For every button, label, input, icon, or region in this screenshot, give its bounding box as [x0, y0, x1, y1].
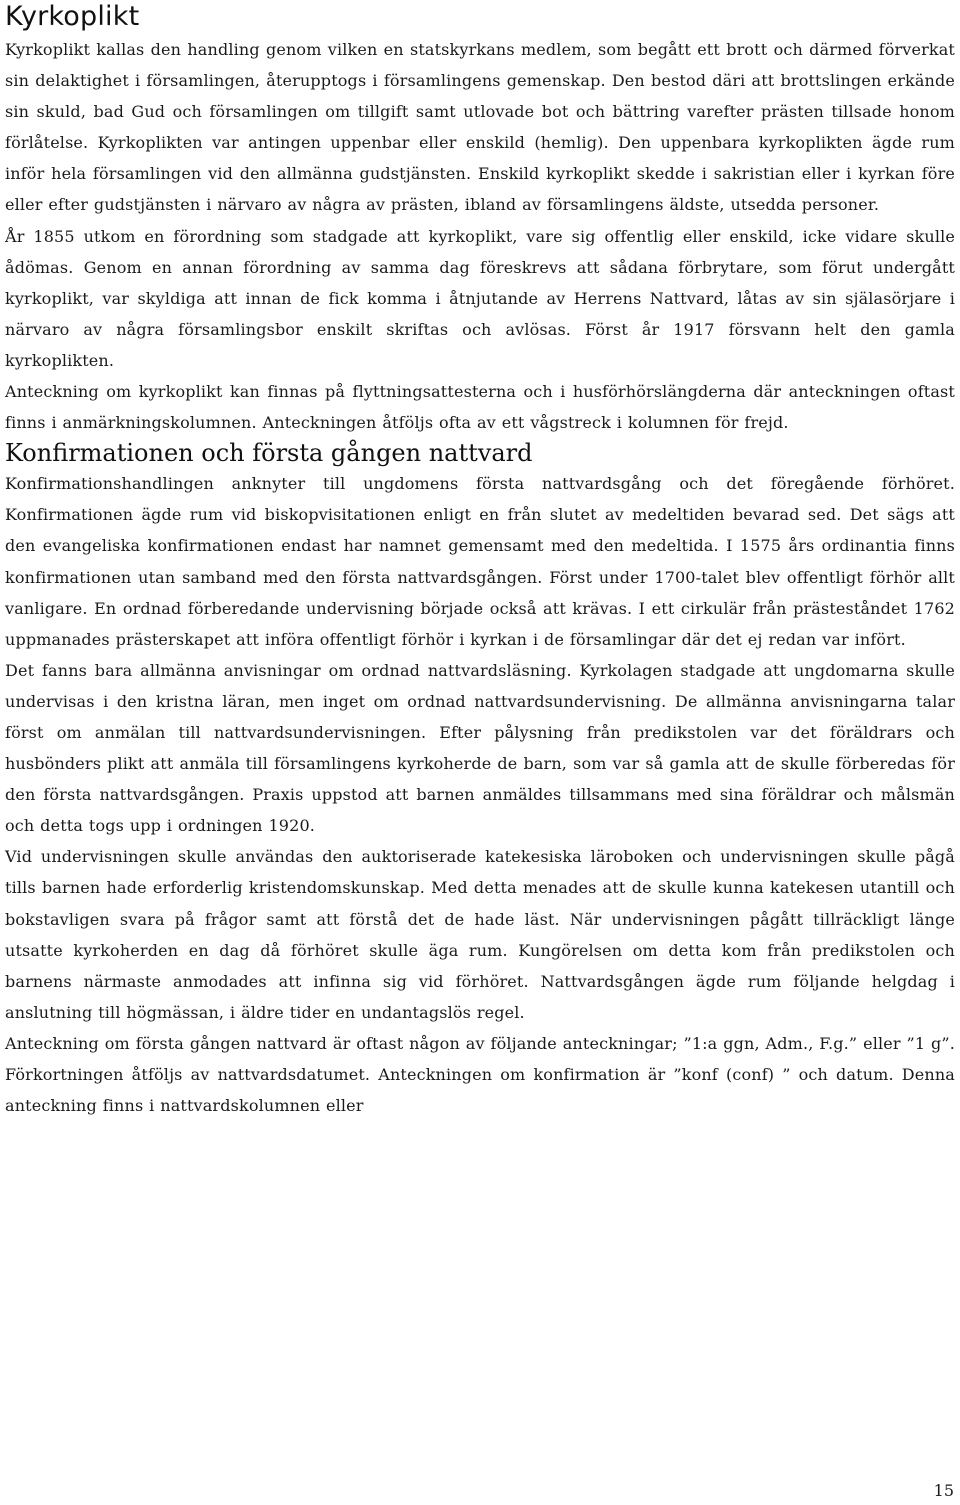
paragraph: Vid undervisningen skulle användas den auktoriserade katekesiska läroboken och undervisningen skulle pågå tills barnen hade erforderlig kristendomskunskap. Med detta menades att de skulle kunna katekesen utantill och bokstavligen svara på frågor samt att förstå det de hade läst. När undervisningen pågått tillräckligt länge utsatte kyrkoherden en dag då förhöret skulle äga rum. Kungörelsen om detta kom från predikstolen och barnens närmaste anmodades att infinna sig vid förhöret. Nattvardsgången ägde rum följande helgdag i anslutning till högmässan, i äldre tider en undantagslös regel. [5, 847, 955, 1022]
paragraph: Anteckning om första gången nattvard är oftast någon av följande anteckningar; ”1:a ggn, Adm., F.g.” eller ”1 g”. Förkortningen åtföljs av nattvardsdatumet. Anteckningen om konfirmation är ”konf (conf) ” och datum. Denna anteckning finns i nattvardskolumnen eller [5, 1033, 955, 1116]
paragraph: Anteckning om kyrkoplikt kan finnas på flyttningsattesterna och i husförhörslängderna där anteckningen oftast finns i anmärkningskolumnen. Anteckningen åtföljs ofta av ett vågstreck i kolumnen för frejd. [5, 382, 955, 433]
paragraph: Det fanns bara allmänna anvisningar om ordnad nattvardsläsning. Kyrkolagen stadgade att ungdomarna skulle undervisas i den kristna läran, men inget om ordnad nattvardsundervisning. De allmänna anvisningarna talar först om anmälan till nattvardsundervisningen. Efter pålysning från predikstolen var det föräldrars och husbönders plikt att anmäla till församlingens kyrkoherde de barn, som var så gamla att de skulle förberedas för den första nattvardsgången. Praxis uppstod att barnen anmäldes tillsammans med sina föräldrar och målsmän och detta togs upp i ordningen 1920. [5, 660, 955, 836]
section-title-kyrkoplikt: Kyrkoplikt [5, 1, 140, 32]
paragraph: Kyrkoplikt kallas den handling genom vilken en statskyrkans medlem, som begått ett brott och därmed förverkat sin delaktighet i församlingen, återupptogs i församlingens gemenskap. Den bestod däri att brottslingen erkände sin skuld, bad Gud och församlingen om tillgift samt utlovade bot och bättring varefter prästen tillsade honom förlåtelse. Kyrkoplikten var antingen uppenbar eller enskild (hemlig). Den uppenbara kyrkoplikten ägde rum inför hela församlingen vid den allmänna gudstjänsten. Enskild kyrkoplikt skedde i sakristian eller i kyrkan före eller efter gudstjänsten i närvaro av några av prästen, ibland av församlingens äldste, utsedda personer. [5, 40, 955, 215]
paragraph: Konfirmationshandlingen anknyter till ungdomens första nattvardsgång och det föregående förhöret. Konfirmationen ägde rum vid biskopvisitationen enligt en från slutet av medeltiden bevarad sed. Det sägs att den evangeliska konfirmationen endast har namnet gemensamt med den medeltida. I 1575 års ordinantia finns konfirmationen utan samband med den första nattvardsgången. Först under 1700-talet blev offentligt förhör allt vanligare. En ordnad förberedande undervisning började också att krävas. I ett cirkulär från prästeståndet 1762 uppmanades prästerskapet att införa offentligt förhör i kyrkan i de församlingar där det ej redan var infört. [5, 474, 955, 649]
document-page [5, 0, 955, 1121]
section-title-konfirmationen: Konfirmationen och första gången nattvard [5, 439, 533, 468]
paragraph: År 1855 utkom en förordning som stadgade att kyrkoplikt, vare sig offentlig eller enskild, icke vidare skulle ådömas. Genom en annan förordning av samma dag föreskrevs att sådana förbrytare, som förut undergått kyrkoplikt, var skyldiga att innan de fick komma i åtnjutande av Herrens Nattvard, låtas av sin själasörjare i närvaro av några församlingsbor enskilt skriftas och avlösas. Först år 1917 försvann helt den gamla kyrkoplikten. [5, 226, 955, 370]
page-number: 15 [933, 1481, 954, 1500]
